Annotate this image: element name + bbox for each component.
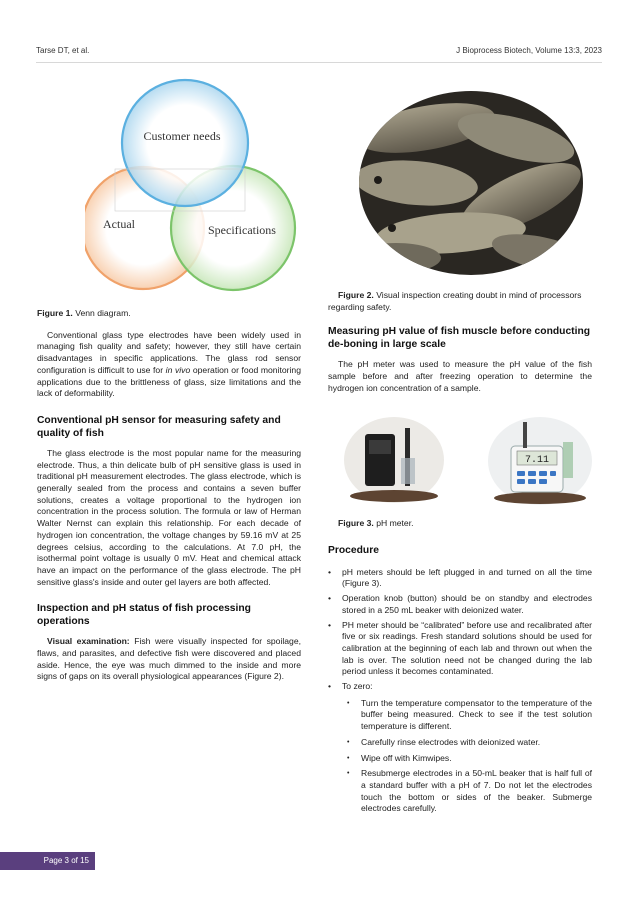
- paragraph: The pH meter was used to measure the pH value of the fish sample before and after freezing operation to determine the hydrogen ion concentration of a sample.: [328, 359, 592, 393]
- header-journal: J Bioprocess Biotech, Volume 13:3, 2023: [456, 46, 602, 55]
- venn-label-actual: Actual: [103, 217, 135, 231]
- venn-diagram: [85, 78, 300, 296]
- ph-meter-photo-2: [487, 416, 593, 506]
- fish-eye: [388, 224, 396, 232]
- zero-steps-list: [342, 698, 592, 815]
- header-divider: [36, 62, 602, 63]
- section-heading-sensor: Conventional pH sensor for measuring safety and quality of fish: [37, 414, 281, 439]
- sub-list-item: • Turn the temperature compensator to the temperature of the buffer being measured. Check to see if the test solution temperature is different.: [345, 698, 592, 733]
- figure-3-text: pH meter.: [373, 518, 414, 528]
- venn-label-specifications: Specifications: [208, 223, 276, 237]
- fish-eye: [374, 176, 382, 184]
- figure-2-label: Figure 2.: [338, 290, 374, 300]
- paragraph: Conventional glass type electrodes have been widely used in managing fish quality and safety; however, they still have certain disadvantages in specific applications. The glass rod sensor configuration is difficult to use for in vivo operation or food monitoring applications due to the brittleness of glass, size limitations and the lack of deformability.: [37, 329, 301, 399]
- sub-list-item: • Resubmerge electrodes in a 50-mL beaker that is half full of a standard buffer with a pH of 7. Do not let the electrodes touch the bottom or sides of the beaker. Submerge electrodes carefully.: [345, 768, 592, 815]
- section-heading-inspection: Inspection and pH status of fish processing operations: [37, 603, 251, 628]
- figure-1-caption: [37, 308, 301, 320]
- figure-2-caption: [328, 290, 592, 313]
- figure-3-label: Figure 3.: [338, 518, 374, 528]
- ph-meter-photo-1: [343, 416, 445, 504]
- left-column: [37, 308, 301, 692]
- list-item: • Operation knob (button) should be on standby and electrodes stored in a 250 mL beaker with deionized water.: [328, 593, 592, 616]
- page-number-badge: Page 3 of 15: [0, 852, 95, 870]
- right-column-lower: [328, 518, 592, 819]
- section-heading-procedure: Procedure: [328, 544, 379, 556]
- venn-circle-customer-needs: [122, 80, 248, 206]
- ph-meter-reading: 7.11: [524, 455, 550, 466]
- paragraph: The glass electrode is the most popular name for the measuring electrode. Thus, a thin delicate bulb of pH sensitive glass is used in traditional pH measurement electrodes. The glass electrode, which is generally sealed from the process and contains a seven buffer solutions, creates a voltage proportional to the hydrogen ion concentration in the process solution. The formula or law of Herman Walter Nernst can explain this relationship. For each decade of hydrogen ion concentration, the voltage changes by 59.16 mV at 25 degrees celsius, according to the calculations. At 7.0 pH, the isothermal point voltage is usually 0 mV. Heat and chemical attack have an impact on the performance of the glass electrode. The pH sensitive glass's inside and outer gel layers are both affected.: [37, 447, 301, 587]
- electrode: [523, 422, 527, 448]
- figure-1-text: Venn diagram.: [72, 308, 131, 318]
- sub-list-item: • Carefully rinse electrodes with deionized water.: [345, 737, 592, 749]
- figure-1-label: Figure 1.: [37, 308, 73, 318]
- fish-photo: [356, 88, 586, 278]
- paragraph: Visual examination: Fish were visually inspected for spoilage, flaws, and parasites, and defective fish were discovered and placed aside. Hence, the eye was much dimmed to the inside and more signs of gaps on its overall physiological appearances (Figure 2).: [37, 636, 301, 682]
- list-item: • To zero: • Turn the temperature compensator to the temperature of the buffer being measured. Check to see if the test solution temperature is different. • Carefully rinse electrodes with deionized water. • Wipe off with Kimwipes. • Resubmerge electrodes in a 50-mL beaker that is half full of a standard buffer with a pH of 7. Do not let the electrodes touch the bottom or sides of the beaker. Submerge electrodes carefully.: [328, 681, 592, 815]
- page-header: [36, 46, 602, 60]
- sub-list-item: • Wipe off with Kimwipes.: [345, 753, 592, 765]
- header-authors: Tarse DT, et al.: [36, 46, 90, 55]
- figure-2-text: Visual inspection creating doubt in mind of processors regarding safety.: [328, 290, 582, 312]
- list-item: • PH meter should be “calibrated” before use and recalibrated after five or six readings. Fresh standard solutions should be used for calibration at the beginning of each lab and thrown out when the lab is over. The solution need not be changed during the lab period unless it becomes contaminated.: [328, 620, 592, 679]
- section-heading-measuring: Measuring pH value of fish muscle before conducting de-boning in large scale: [328, 326, 591, 351]
- venn-label-customer-needs: Customer needs: [143, 129, 221, 143]
- list-item: • pH meters should be left plugged in and turned on all the time (Figure 3).: [328, 567, 592, 590]
- procedure-list: [328, 567, 592, 815]
- figure-3-caption: [328, 518, 592, 530]
- right-column: [328, 290, 592, 404]
